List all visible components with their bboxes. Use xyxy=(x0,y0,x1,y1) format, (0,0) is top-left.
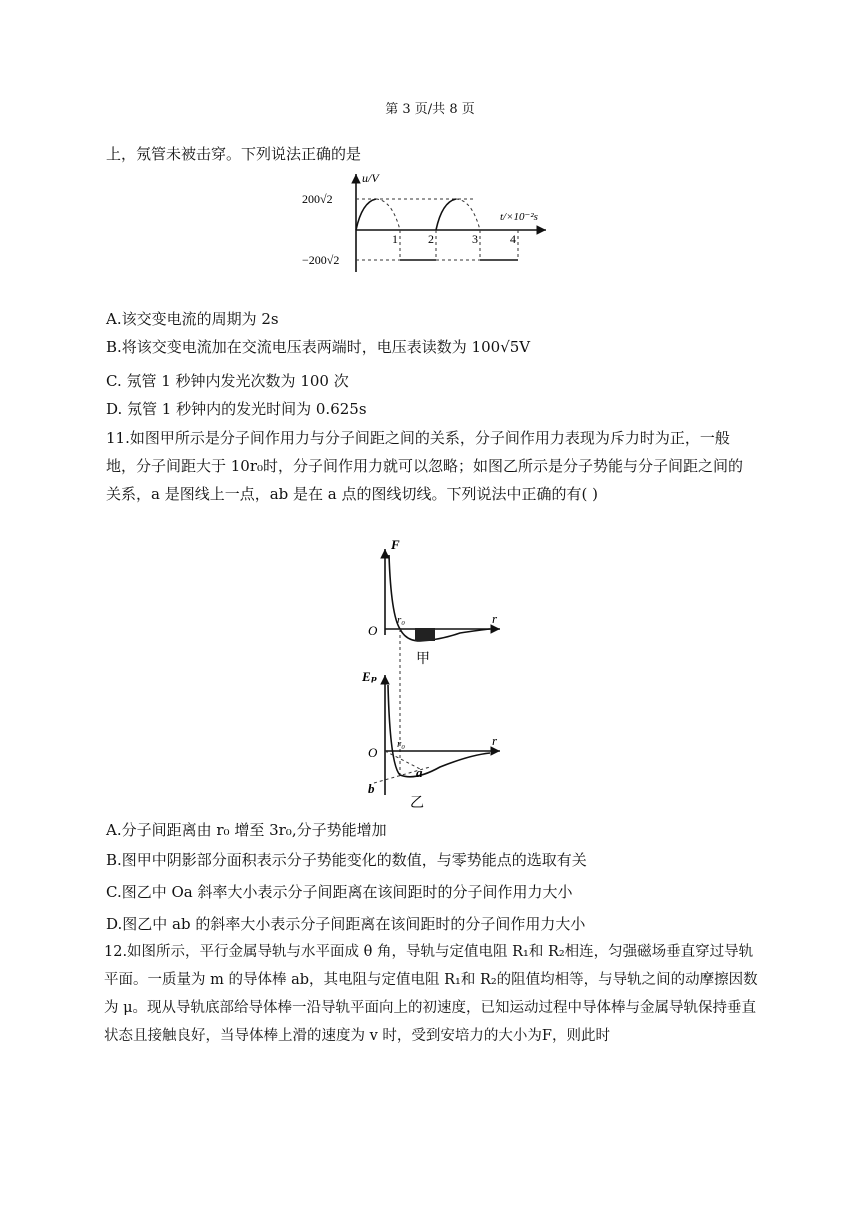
q10-x-label: t/×10⁻²s xyxy=(500,211,538,223)
page-header: 第 3 页/共 8 页 xyxy=(385,102,475,117)
q11-option-a: A.分子间距离由 r₀ 增至 3r₀,分子势能增加 xyxy=(106,821,387,839)
q11-line-oa xyxy=(385,751,420,769)
q11-shaded-area xyxy=(415,628,435,641)
q10-option-d: D. 氖管 1 秒钟内的发光时间为 0.625s xyxy=(106,400,367,418)
q11-origin-jia: O xyxy=(368,623,378,638)
q11-f-label: F xyxy=(391,537,400,552)
q10-option-a: A.该交变电流的周期为 2s xyxy=(106,310,279,328)
q10-y-neg-label: −200√2 xyxy=(302,253,340,267)
q11-point-a: a xyxy=(416,765,423,780)
q11-force-curve xyxy=(389,555,490,641)
q11-option-b: B.图甲中阴影部分面积表示分子势能变化的数值，与零势能点的选取有关 xyxy=(106,851,587,869)
q10-tick-4: 4 xyxy=(510,232,516,246)
q11-label-yi: 乙 xyxy=(410,796,424,811)
q11-molecular-force-figure xyxy=(360,537,510,815)
q11-option-d: D.图乙中 ab 的斜率大小表示分子间距离在该间距时的分子间作用力大小 xyxy=(106,915,586,933)
q10-tick-1: 1 xyxy=(392,232,398,246)
q10-voltage-graph xyxy=(300,170,560,280)
q11-label-jia: 甲 xyxy=(416,652,430,667)
q10-wave-hump-1 xyxy=(356,199,376,230)
q11-point-b: b xyxy=(368,781,375,796)
q11-r0-jia: r₀ xyxy=(397,614,406,626)
q10-tick-3: 3 xyxy=(472,232,478,246)
q10-wave-hump-2 xyxy=(436,199,456,230)
q10-option-b: B.将该交变电流加在交流电压表两端时，电压表读数为 100√5V xyxy=(106,338,531,356)
q11-origin-yi: O xyxy=(368,745,378,760)
q10-option-c: C. 氖管 1 秒钟内发光次数为 100 次 xyxy=(106,372,349,390)
q11-stem: 11.如图甲所示是分子间作用力与分子间距之间的关系，分子间作用力表现为斥力时为正，一般地，分子间距大于 10r₀时，分子间作用力就可以忽略；如图乙所示是分子势能与分子间距之间的关系，a 是图线上一点，ab 是在 a 点的图线切线。下列说法中正确的有( ) xyxy=(106,429,744,503)
q12-stem: 12.如图所示，平行金属导轨与水平面成 θ 角，导轨与定值电阻 R₁和 R₂相连，匀强磁场垂直穿过导轨平面。一质量为 m 的导体棒 ab，其电阻与定值电阻 R₁和 R₂的阻值均相等，与导轨之间的动摩擦因数为 μ。现从导轨底部给导体棒一沿导轨平面向上的初速度，已知运动过程中导体棒与金属导轨保持垂直状态且接触良好，当导体棒上滑的速度为 v 时，受到安培力的大小为F，则此时 xyxy=(104,944,758,1044)
q11-r0-yi: r₀ xyxy=(397,738,406,750)
q11-r-label-jia: r xyxy=(492,611,498,626)
q10-y-label: u/V xyxy=(362,171,379,185)
q11-ep-label: Eₚ xyxy=(362,669,378,684)
q11-r-label-yi: r xyxy=(492,733,498,748)
q11-option-c: C.图乙中 Oa 斜率大小表示分子间距离在该间距时的分子间作用力大小 xyxy=(106,883,573,901)
q11-potential-curve xyxy=(388,685,490,777)
q10-y-pos-label: 200√2 xyxy=(302,192,333,206)
q10-tick-2: 2 xyxy=(428,232,434,246)
q10-stem-tail: 上，氖管未被击穿。下列说法正确的是 xyxy=(106,145,362,163)
